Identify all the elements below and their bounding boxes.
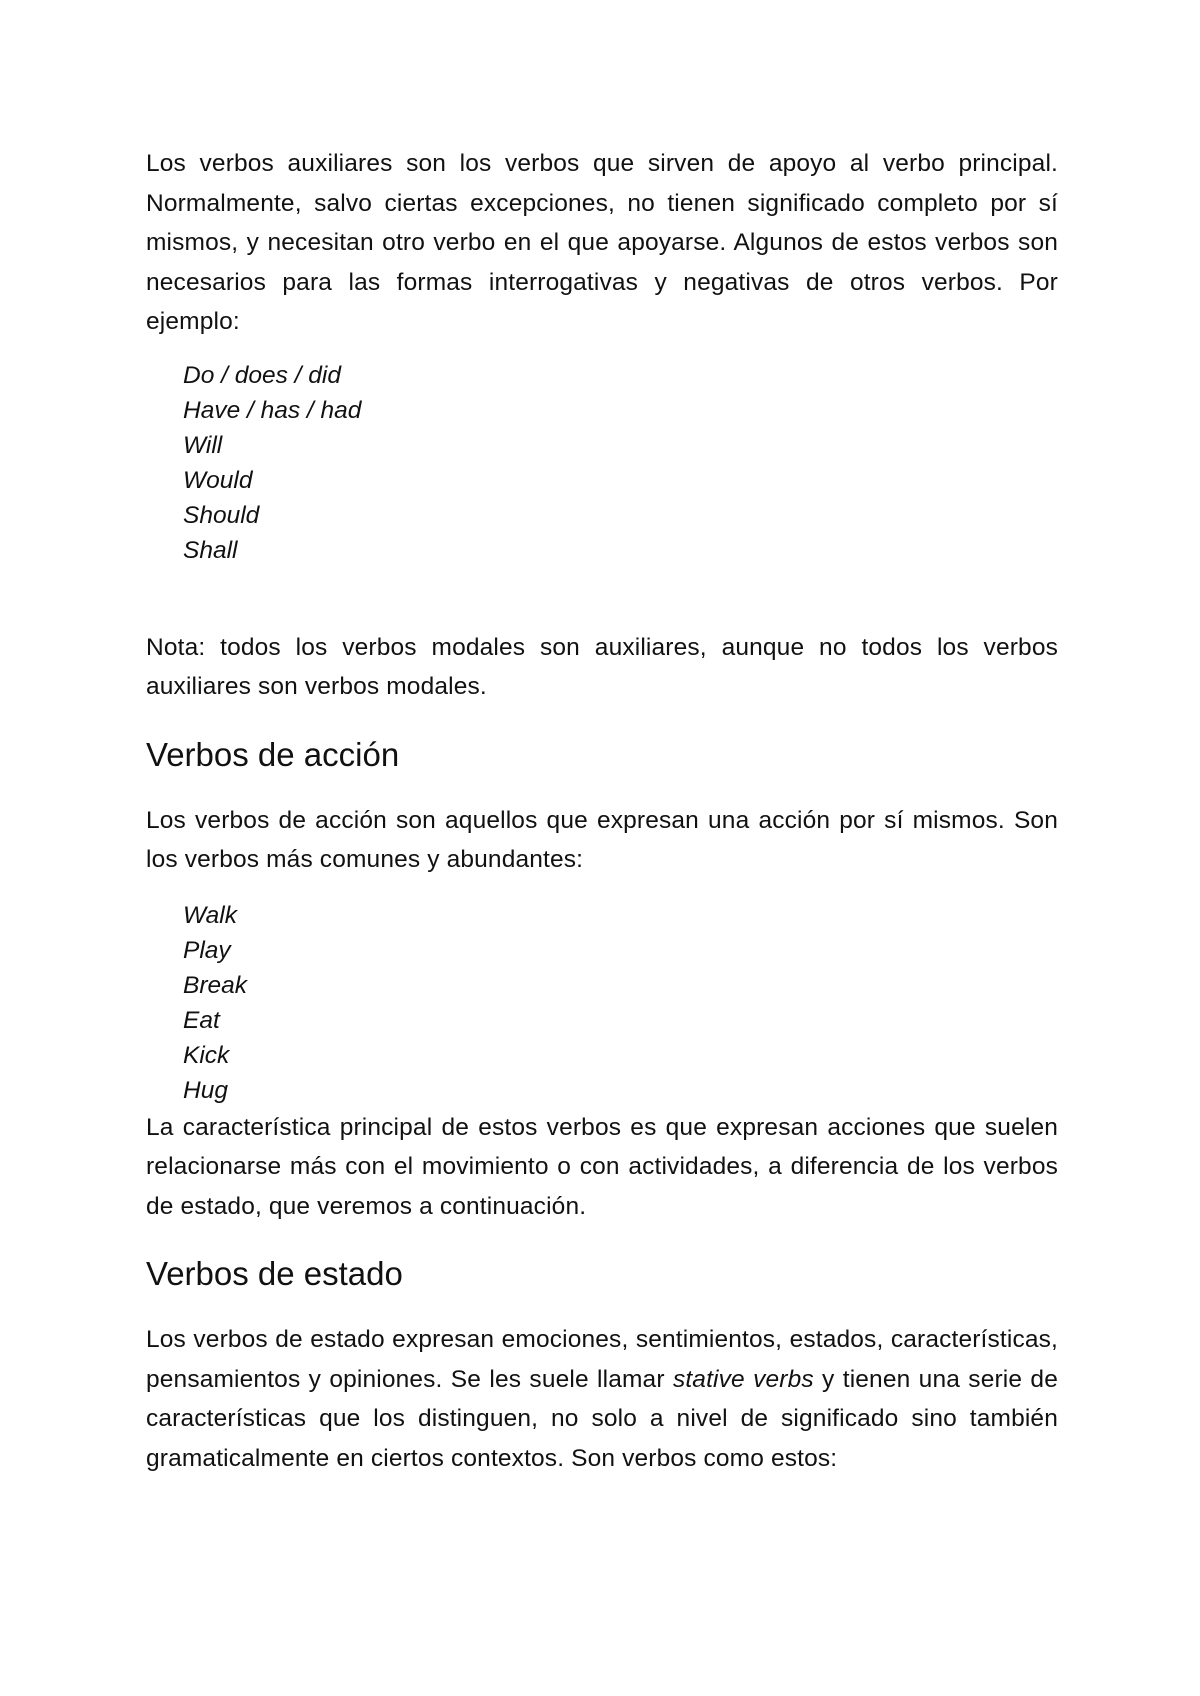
estado-paragraph-start: Los verbos de estado expresan emociones, sentimientos, estados, características, pensamientos y opiniones. Se les suele llamar [146,1326,1058,1393]
heading-verbos-de-accion: Verbos de acción [146,735,400,773]
list-item: Will [183,431,223,459]
note-paragraph: Nota: todos los verbos modales son auxiliares, aunque no todos los verbos auxiliares son verbos modales. [146,633,1058,700]
stative-verbs-term: stative verbs [672,1365,814,1393]
accion-closing-paragraph: La característica principal de estos verbos es que expresan acciones que suelen relacionarse más con el movimiento o con actividades, a diferencia de los verbos de estado, que veremos a continuación. [146,1113,1058,1220]
list-item: Eat [183,1006,220,1034]
list-item: Would [183,466,253,494]
auxiliary-verbs-list [146,358,1058,568]
list-item: Walk [183,901,238,929]
estado-paragraph-end: y tienen una serie de características que los distinguen, no solo a nivel de significado sino también gramaticalmente en ciertos contextos. Son verbos como estos: [146,1365,1058,1472]
intro-paragraph: Los verbos auxiliares son los verbos que sirven de apoyo al verbo principal. Normalmente, salvo ciertas excepciones, no tienen significado completo por sí mismos, y necesitan otro verbo en el que apoyarse. Algunos de estos verbos son necesarios para las formas interrogativas y negativas de otros verbos. Por ejemplo: [146,150,1058,335]
accion-paragraph: Los verbos de acción son aquellos que expresan una acción por sí mismos. Son los verbos más comunes y abundantes: [146,806,1058,873]
list-item: Should [183,501,260,529]
list-item: Hug [183,1076,228,1104]
heading-verbos-de-estado: Verbos de estado [146,1255,403,1292]
document-content [146,144,1058,1478]
list-item: Play [183,936,231,964]
action-verbs-list [146,898,1058,1108]
list-item: Have / has / had [183,396,362,424]
list-item: Shall [183,536,238,564]
list-item: Kick [183,1041,230,1069]
estado-paragraph [146,1320,1058,1478]
list-item: Break [183,971,248,999]
list-item: Do / does / did [183,361,341,389]
